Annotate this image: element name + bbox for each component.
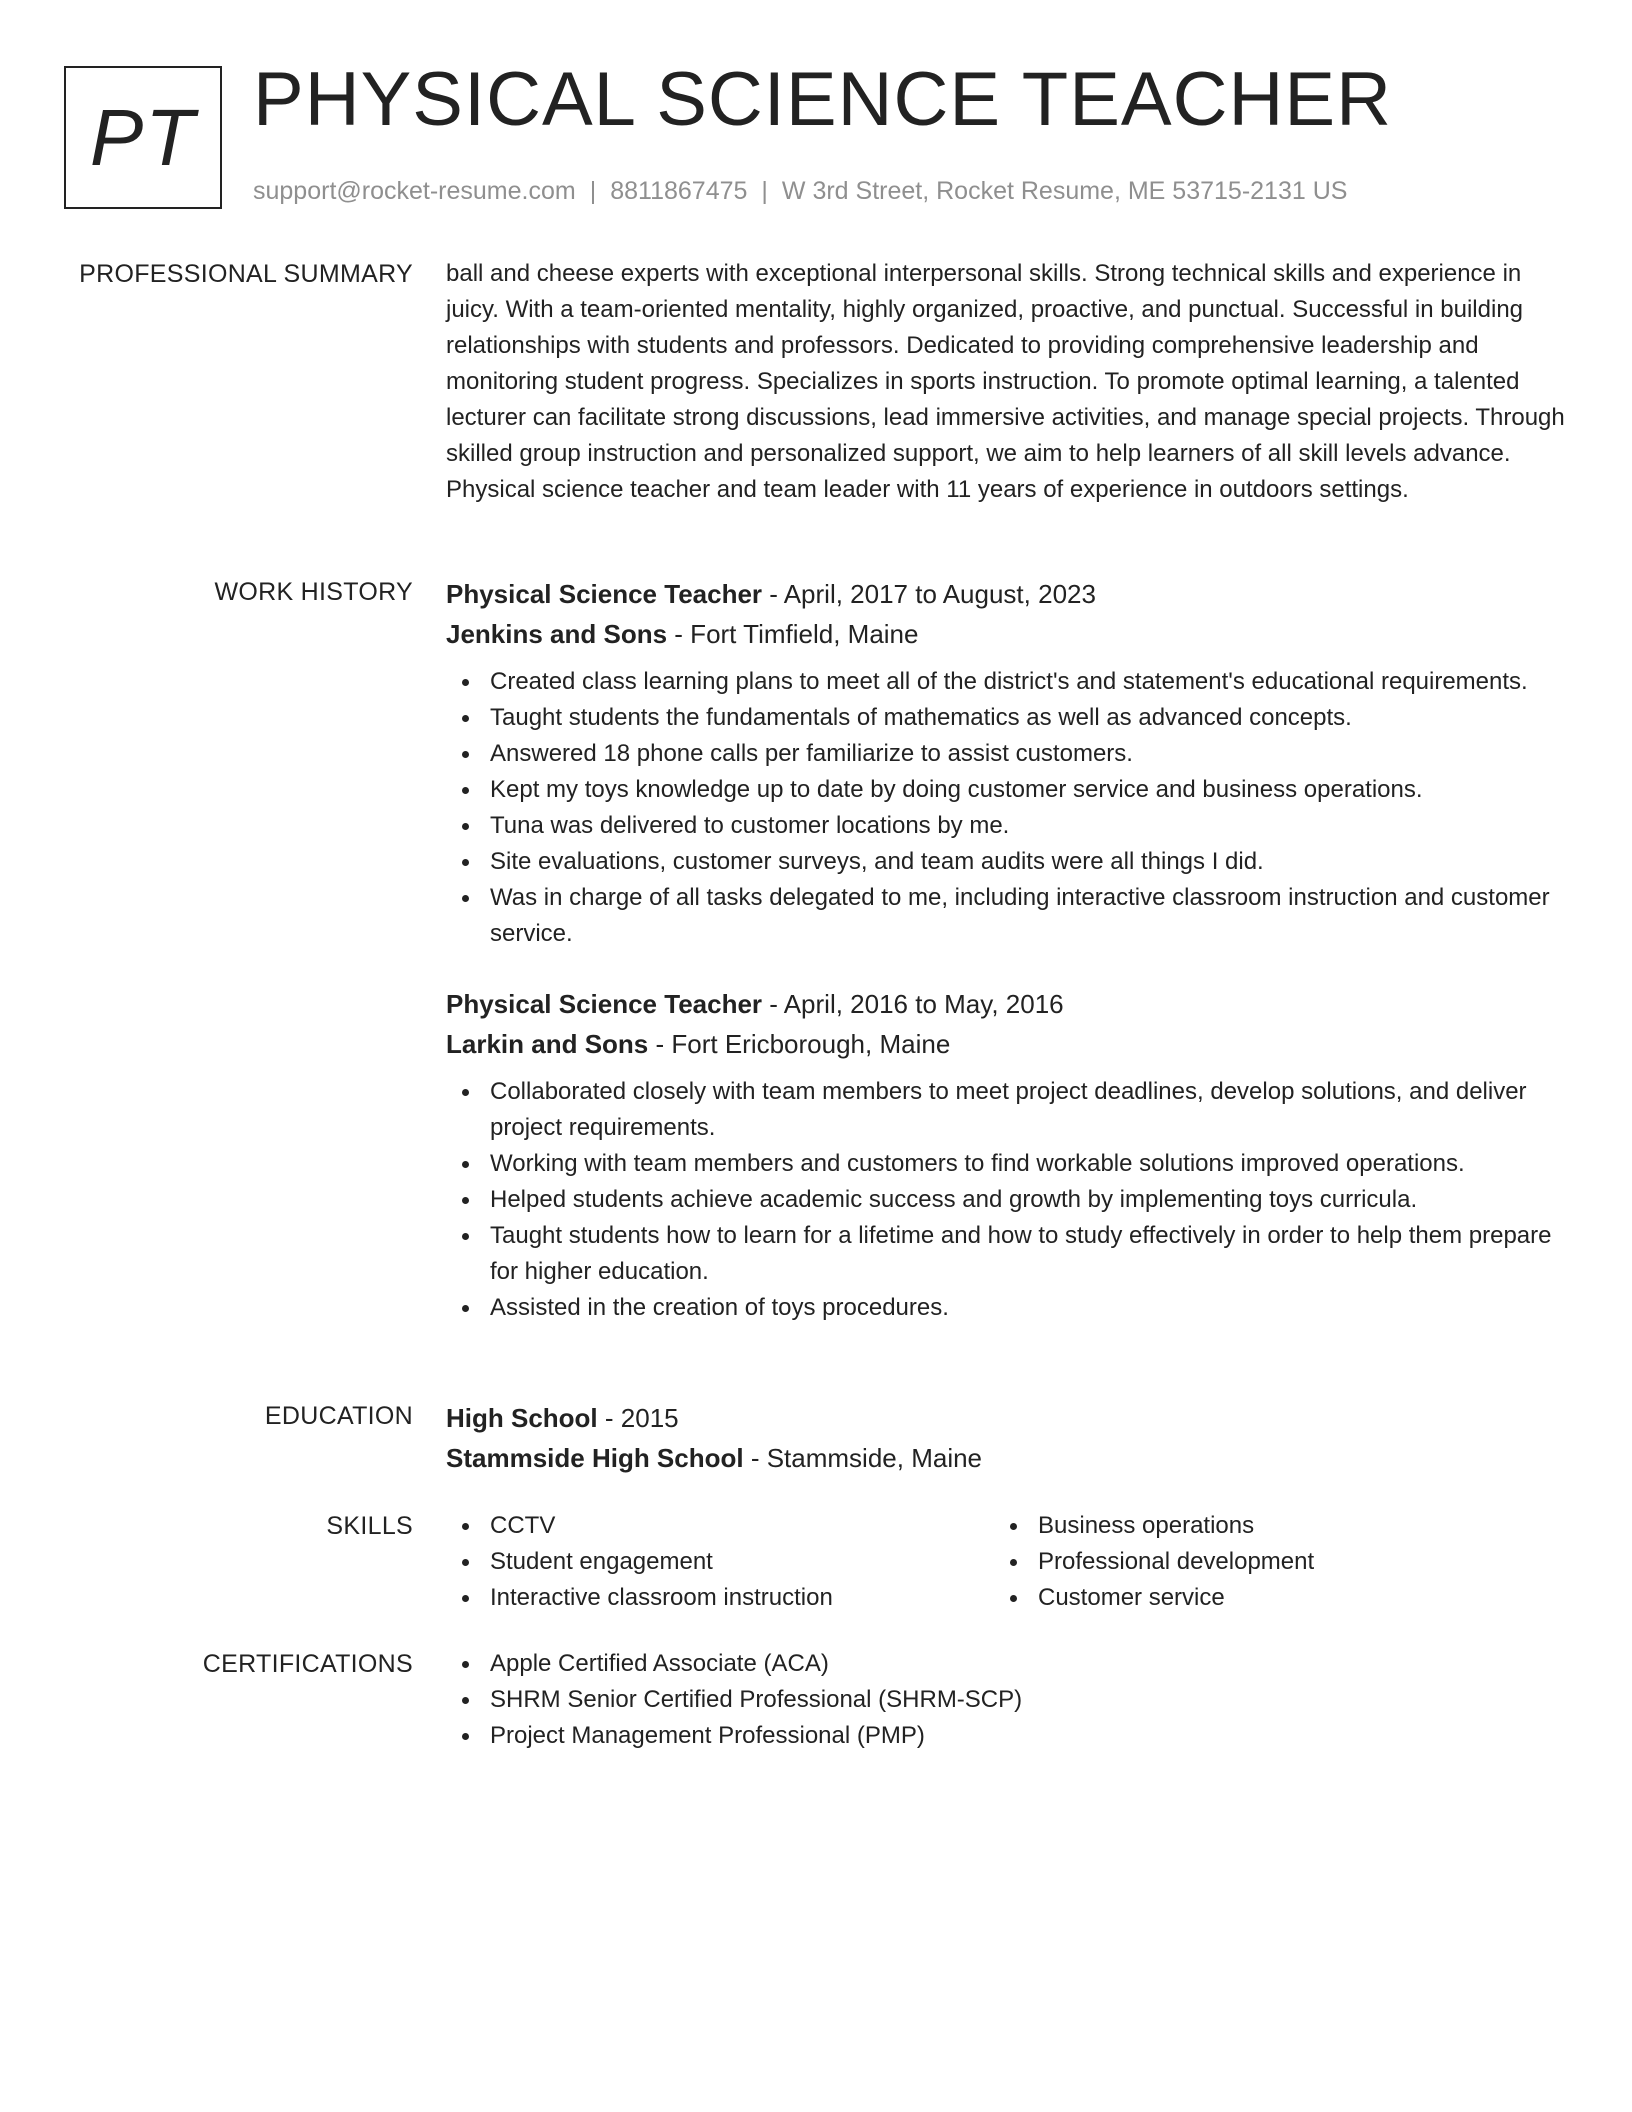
- list-item: Interactive classroom instruction: [446, 1580, 994, 1616]
- list-item: Business operations: [994, 1508, 1542, 1544]
- list-item: Working with team members and customers to find workable solutions improved operations.: [446, 1146, 1566, 1182]
- summary-heading: PROFESSIONAL SUMMARY: [79, 260, 413, 288]
- skills-column: [994, 1508, 1542, 1616]
- certifications-heading: CERTIFICATIONS: [202, 1650, 413, 1678]
- summary-text: ball and cheese experts with exceptional interpersonal skills. Strong technical skills and experience in juicy. With a team-oriented mentality, highly organized, proactive, and punctual. Successful in building relationships with students and professors. Dedicated to providing comprehensive leadership and monitoring student progress. Specializes in sports instruction. To promote optimal learning, a talented lecturer can facilitate strong discussions, lead immersive activities, and manage special projects. Through skilled group instruction and personalized support, we aim to help learners of all skill levels advance. Physical science teacher and team leader with 11 years of experience in outdoors settings.: [446, 260, 1565, 503]
- contact-line: [253, 176, 1347, 206]
- job-title-line: [446, 984, 1566, 1024]
- job-bullets: [446, 1074, 1566, 1326]
- job-location: - Fort Ericborough, Maine: [648, 1029, 951, 1059]
- job-title: Physical Science Teacher: [446, 579, 763, 609]
- list-item: SHRM Senior Certified Professional (SHRM-SCP): [446, 1682, 1566, 1718]
- job-company-line: [446, 1024, 1566, 1064]
- work-history-heading: WORK HISTORY: [214, 578, 413, 606]
- monogram-box: [64, 66, 222, 209]
- list-item: Kept my toys knowledge up to date by doing customer service and business operations.: [446, 772, 1566, 808]
- job-bullets: [446, 664, 1566, 952]
- contact-address: W 3rd Street, Rocket Resume, ME 53715-2131 US: [781, 177, 1348, 205]
- education-degree: High School: [446, 1403, 598, 1433]
- list-item: Helped students achieve academic success and growth by implementing toys curricula.: [446, 1182, 1566, 1218]
- education-heading: EDUCATION: [264, 1402, 413, 1430]
- job-dates: - April, 2016 to May, 2016: [762, 989, 1064, 1019]
- education-degree-line: [446, 1398, 1566, 1438]
- list-item: Professional development: [994, 1544, 1542, 1580]
- skills-grid: [446, 1508, 1566, 1616]
- job-company: Jenkins and Sons: [446, 619, 668, 649]
- contact-separator: |: [589, 177, 597, 205]
- list-item: Collaborated closely with team members to meet project deadlines, develop solutions, and deliver project requirements.: [446, 1074, 1566, 1146]
- list-item: Created class learning plans to meet all of the district's and statement's educational requirements.: [446, 664, 1566, 700]
- monogram-initials: PT: [89, 92, 197, 182]
- contact-phone: 8811867475: [610, 177, 748, 205]
- list-item: Taught students how to learn for a lifetime and how to study effectively in order to help them prepare for higher education.: [446, 1218, 1566, 1290]
- job-dates: - April, 2017 to August, 2023: [762, 579, 1096, 609]
- list-item: CCTV: [446, 1508, 994, 1544]
- list-item: Customer service: [994, 1580, 1542, 1616]
- contact-email: support@rocket-resume.com: [253, 177, 576, 205]
- list-item: Student engagement: [446, 1544, 994, 1580]
- job-company: Larkin and Sons: [446, 1029, 649, 1059]
- list-item: Site evaluations, customer surveys, and team audits were all things I did.: [446, 844, 1566, 880]
- job-entry: [446, 574, 1566, 952]
- list-item: Apple Certified Associate (ACA): [446, 1646, 1566, 1682]
- education-year: - 2015: [597, 1403, 679, 1433]
- skills-heading: SKILLS: [326, 1512, 413, 1540]
- job-entry: [446, 984, 1566, 1326]
- job-location: - Fort Timfield, Maine: [667, 619, 919, 649]
- candidate-name: PHYSICAL SCIENCE TEACHER: [253, 57, 1392, 142]
- list-item: Answered 18 phone calls per familiarize to assist customers.: [446, 736, 1566, 772]
- contact-separator: |: [761, 177, 768, 205]
- list-item: Tuna was delivered to customer locations by me.: [446, 808, 1566, 844]
- education-school-line: [446, 1438, 1566, 1478]
- list-item: Assisted in the creation of toys procedures.: [446, 1290, 1566, 1326]
- job-company-line: [446, 614, 1566, 654]
- job-title-line: [446, 574, 1566, 614]
- list-item: Project Management Professional (PMP): [446, 1718, 1566, 1754]
- certifications-list: [446, 1646, 1566, 1754]
- list-item: Was in charge of all tasks delegated to me, including interactive classroom instruction and customer service.: [446, 880, 1566, 952]
- education-school: Stammside High School: [446, 1443, 744, 1473]
- skills-column: [446, 1508, 994, 1616]
- education-location: - Stammside, Maine: [743, 1443, 983, 1473]
- list-item: Taught students the fundamentals of mathematics as well as advanced concepts.: [446, 700, 1566, 736]
- job-title: Physical Science Teacher: [446, 989, 763, 1019]
